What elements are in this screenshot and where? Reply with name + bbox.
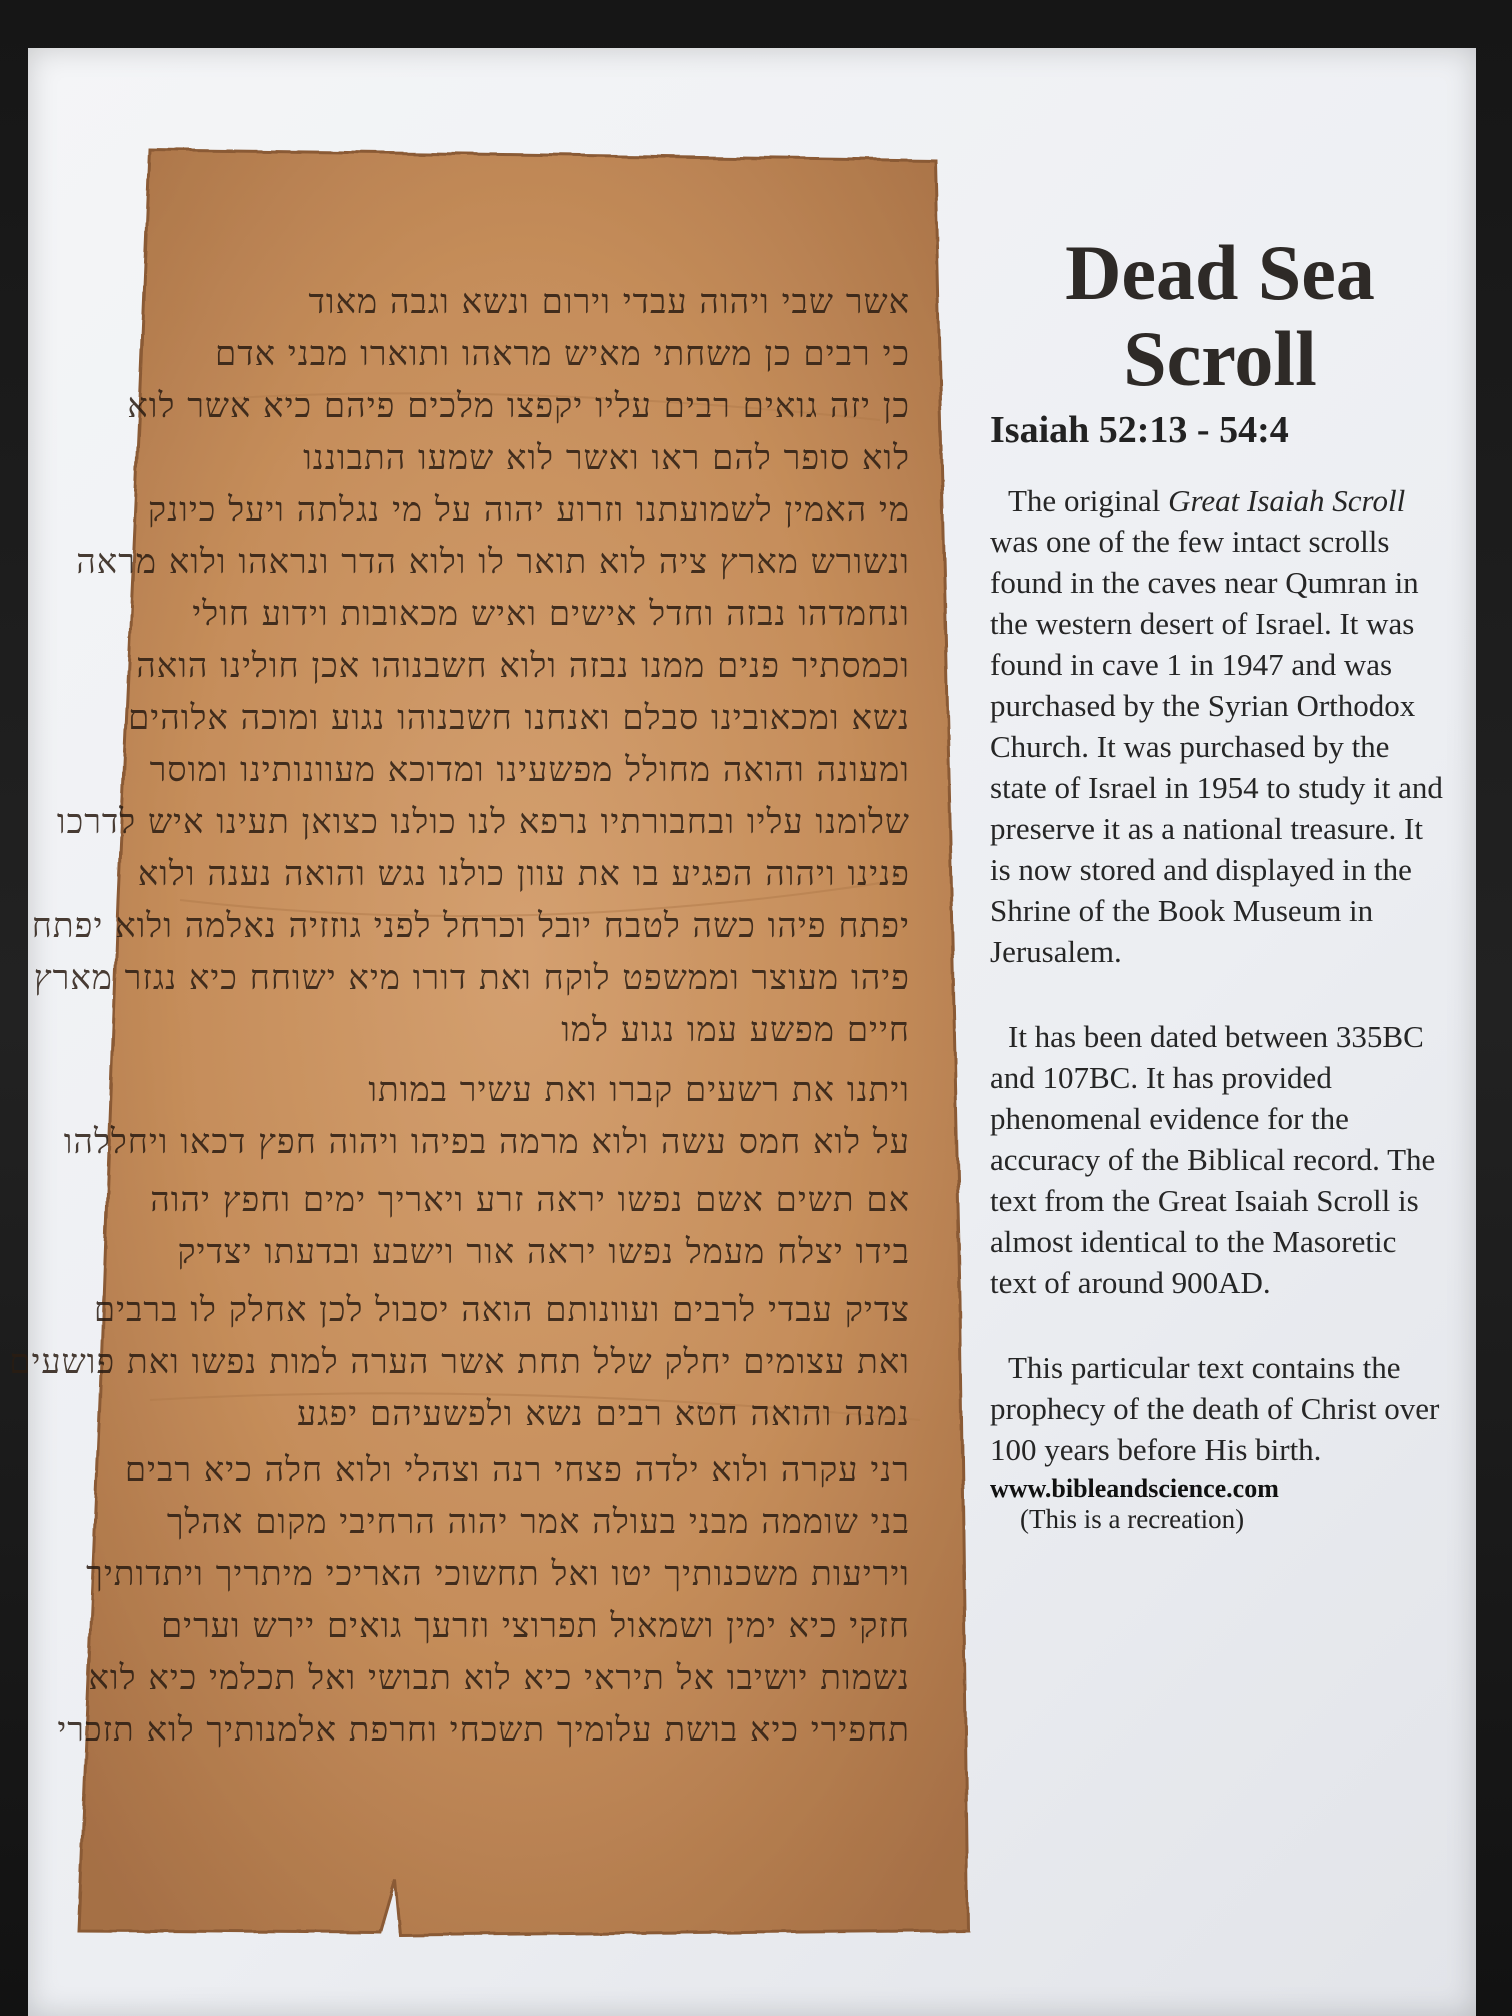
- hebrew-line: לוא סופר להם ראו ואשר לוא שמעו התבוננו: [303, 438, 910, 478]
- hebrew-line: וכמסתיר פנים ממנו נבזה ולוא חשבנוהו אכן חולינו הואה: [136, 646, 910, 686]
- history-text-start: The original: [1008, 483, 1169, 518]
- hebrew-line: רני עקרה ולוא ילדה פצחי רנה וצהלי ולוא חלה כיא רבים: [124, 1450, 910, 1490]
- scroll-name: Great Isaiah Scroll: [1168, 483, 1406, 518]
- hebrew-line: נמנה והואה חטא רבים נשא ולפשעיהם יפגע: [296, 1394, 910, 1434]
- hebrew-line: ואת עצומים יחלק שלל תחת אשר הערה למות נפשו ואת פושעים: [9, 1342, 910, 1382]
- hebrew-line: כי רבים כן משחתי מאיש מראהו ותוארו מבני אדם: [215, 334, 910, 374]
- website-url: www.bibleandscience.com: [990, 1474, 1279, 1503]
- hebrew-line: ונשורש מארץ ציה לוא תואר לו ולוא הדר ונראהו ולוא מראה: [76, 542, 910, 582]
- prophecy-paragraph: This particular text contains the prophecy of the death of Christ over 100 years before His birth.: [990, 1350, 1440, 1467]
- hebrew-line: ויריעות משכנותיך יטו ואל תחשוכי האריכי מיתריך ויתדותיך: [86, 1554, 910, 1594]
- hebrew-line: חזקי כיא ימין ושמאול תפרוצי וזרעך גואים יירש וערים: [160, 1606, 910, 1646]
- history-paragraph: [990, 480, 1450, 972]
- scripture-reference: Isaiah 52:13 - 54:4: [990, 409, 1289, 451]
- hebrew-line: חיים מפשע עמו נגוע למו: [561, 1010, 910, 1050]
- hebrew-line: נשא ומכאובינו סבלם ואנחנו חשבנוהו נגוע ומוכה אלוהים: [128, 698, 910, 738]
- hebrew-line: בידו יצלח מעמל נפשו יראה אור וישבע ובדעתו יצדיק: [177, 1232, 910, 1272]
- hebrew-line: בני שוממה מבני בעולה אמר יהוה הרחיבי מקום אהלך: [166, 1502, 910, 1542]
- title-line-2: Scroll: [1123, 315, 1317, 402]
- dating-paragraph: It has been dated between 335BC and 107BC. It has provided phenomenal evidence for the accuracy of the Biblical record. The text from the Great Isaiah Scroll is almost identical to the Masoretic text of around 900AD.: [990, 1019, 1436, 1300]
- hebrew-line: פנינו ויהוה הפגיע בו את עוון כולנו נגש והואה נענה ולוא: [137, 854, 910, 894]
- hebrew-line: ומעונה והואה מחולל מפשעינו ומדוכא מעוונותינו ומוסר: [149, 750, 910, 790]
- hebrew-line: צדיק עבדי לרבים ועוונותם הואה יסבול לכן אחלק לו ברבים: [93, 1290, 910, 1330]
- hebrew-line: נשמות יושיבו אל תיראי כיא לוא תבושי ואל תכלמי כיא לוא: [88, 1658, 910, 1698]
- hebrew-line: אשר שבי ויהוה עבדי וירום ונשא וגבה מאוד: [308, 282, 910, 322]
- hebrew-line: תחפירי כיא בושת עלומיך תשכחי וחרפת אלמנותיך לוא תזכרי: [57, 1710, 910, 1750]
- recreation-note: (This is a recreation): [1020, 1504, 1245, 1534]
- hebrew-line: על לוא חמס עשה ולוא מרמה בפיהו ויהוה חפץ דכאו ויחללהו: [63, 1122, 910, 1162]
- hebrew-line: שלומנו עליו ובחבורתיו נרפא לנו כולנו כצואן תעינו איש לדרכו: [56, 802, 910, 842]
- hebrew-line: אם תשים אשם נפשו יראה זרע ויאריך ימים וחפץ יהוה: [150, 1180, 910, 1220]
- info-panel: [990, 230, 1450, 1535]
- hebrew-line: כן יזה גואים רבים עליו יקפצו מלכים פיהם כיא אשר לוא: [127, 386, 910, 426]
- hebrew-line: ויתנו את רשעים קברו ואת עשיר במותו: [368, 1070, 910, 1110]
- history-text-rest: was one of the few intact scrolls found in the caves near Qumran in the western desert of Israel. It was found in cave 1 in 1947 and was purchased by the Syrian Orthodox Church. It was purchased by the state of Israel in 1954 to study it and preserve it as a national treasure. It is now stored and displayed in the Shrine of the Book Museum in Jerusalem.: [990, 524, 1443, 969]
- hebrew-line: יפתח פיהו כשה לטבח יובל וכרחל לפני גוזזיה נאלמה ולוא יפתח: [31, 906, 910, 946]
- hebrew-line: מי האמין לשמועתנו וזרוע יהוה על מי נגלתה ויעל כיונק: [147, 490, 910, 530]
- hebrew-line: פיהו מעוצר וממשפט לוקח ואת דורו מיא ישוחח כיא נגזר מארץ: [33, 958, 910, 998]
- hebrew-line: ונחמדהו נבזה וחדל אישים ואיש מכאובות וידוע חולי: [192, 594, 910, 634]
- title-line-1: Dead Sea: [1065, 229, 1375, 316]
